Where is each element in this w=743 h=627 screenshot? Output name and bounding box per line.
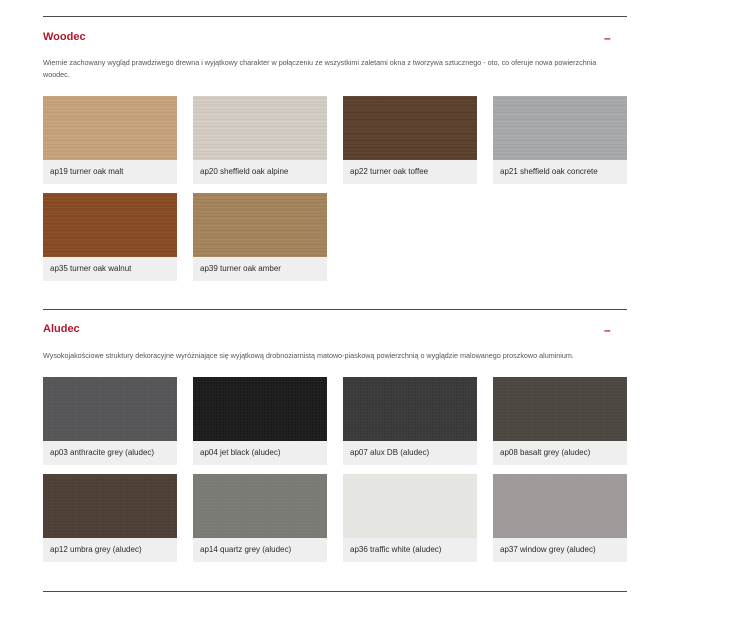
swatch-ap37[interactable] bbox=[493, 474, 627, 562]
swatch-image bbox=[493, 377, 627, 441]
swatch-ap19[interactable] bbox=[43, 96, 177, 184]
swatch-label: ap07 alux DB (aludec) bbox=[350, 448, 430, 457]
swatch-label: ap39 turner oak amber bbox=[200, 264, 281, 273]
section-title-woodec[interactable]: Woodec bbox=[43, 31, 86, 43]
swatch-label: ap03 anthracite grey (aludec) bbox=[50, 448, 155, 457]
swatch-ap35[interactable] bbox=[43, 193, 177, 281]
swatch-ap07[interactable] bbox=[343, 377, 477, 465]
section-divider-bottom bbox=[43, 591, 627, 592]
swatch-image bbox=[193, 96, 327, 160]
section-description-woodec: Wiernie zachowany wygląd prawdziwego drewna i wyjątkowy charakter w połączeniu ze wszystkimi zaletami okna z tworzywa sztucznego - oto, co oferuje nowa powierzchnia woodec. bbox=[43, 58, 597, 79]
swatch-ap22[interactable] bbox=[343, 96, 477, 184]
swatch-ap14[interactable] bbox=[193, 474, 327, 562]
swatch-label: ap08 basalt grey (aludec) bbox=[500, 448, 591, 457]
swatch-ap39[interactable] bbox=[193, 193, 327, 281]
swatch-image bbox=[43, 474, 177, 538]
swatch-image bbox=[343, 96, 477, 160]
section-title-aludec[interactable]: Aludec bbox=[43, 323, 80, 335]
collapse-icon-woodec[interactable]: – bbox=[604, 31, 611, 45]
swatch-ap21[interactable] bbox=[493, 96, 627, 184]
swatch-ap03[interactable] bbox=[43, 377, 177, 465]
swatch-image bbox=[493, 96, 627, 160]
swatch-label: ap04 jet black (aludec) bbox=[200, 448, 281, 457]
swatch-label: ap14 quartz grey (aludec) bbox=[200, 545, 292, 554]
swatch-ap04[interactable] bbox=[193, 377, 327, 465]
swatch-image bbox=[193, 474, 327, 538]
collapse-icon-aludec[interactable]: – bbox=[604, 323, 611, 337]
swatch-label: ap21 sheffield oak concrete bbox=[500, 167, 598, 176]
section-divider-top bbox=[43, 16, 627, 17]
section-description-aludec: Wysokojakościowe struktury dekoracyjne wyróżniające się wyjątkową drobnoziarnistą matowo-piaskową powierzchnią o wyglądzie malowanego proszkowo aluminium. bbox=[43, 351, 574, 360]
swatch-image bbox=[43, 96, 177, 160]
swatch-label: ap35 turner oak walnut bbox=[50, 264, 132, 273]
swatch-ap08[interactable] bbox=[493, 377, 627, 465]
swatch-image bbox=[43, 377, 177, 441]
swatch-label: ap22 turner oak toffee bbox=[350, 167, 429, 176]
swatch-image bbox=[43, 193, 177, 257]
swatch-ap20[interactable] bbox=[193, 96, 327, 184]
swatch-image bbox=[193, 377, 327, 441]
swatch-ap36[interactable] bbox=[343, 474, 477, 562]
swatch-image bbox=[343, 474, 477, 538]
swatch-label: ap12 umbra grey (aludec) bbox=[50, 545, 142, 554]
swatch-label: ap19 turner oak malt bbox=[50, 167, 124, 176]
swatch-label: ap20 sheffield oak alpine bbox=[200, 167, 289, 176]
swatch-image bbox=[493, 474, 627, 538]
swatch-label: ap36 traffic white (aludec) bbox=[350, 545, 442, 554]
section-divider-middle bbox=[43, 309, 627, 310]
swatch-label: ap37 window grey (aludec) bbox=[500, 545, 596, 554]
swatch-image bbox=[193, 193, 327, 257]
swatch-ap12[interactable] bbox=[43, 474, 177, 562]
swatch-image bbox=[343, 377, 477, 441]
